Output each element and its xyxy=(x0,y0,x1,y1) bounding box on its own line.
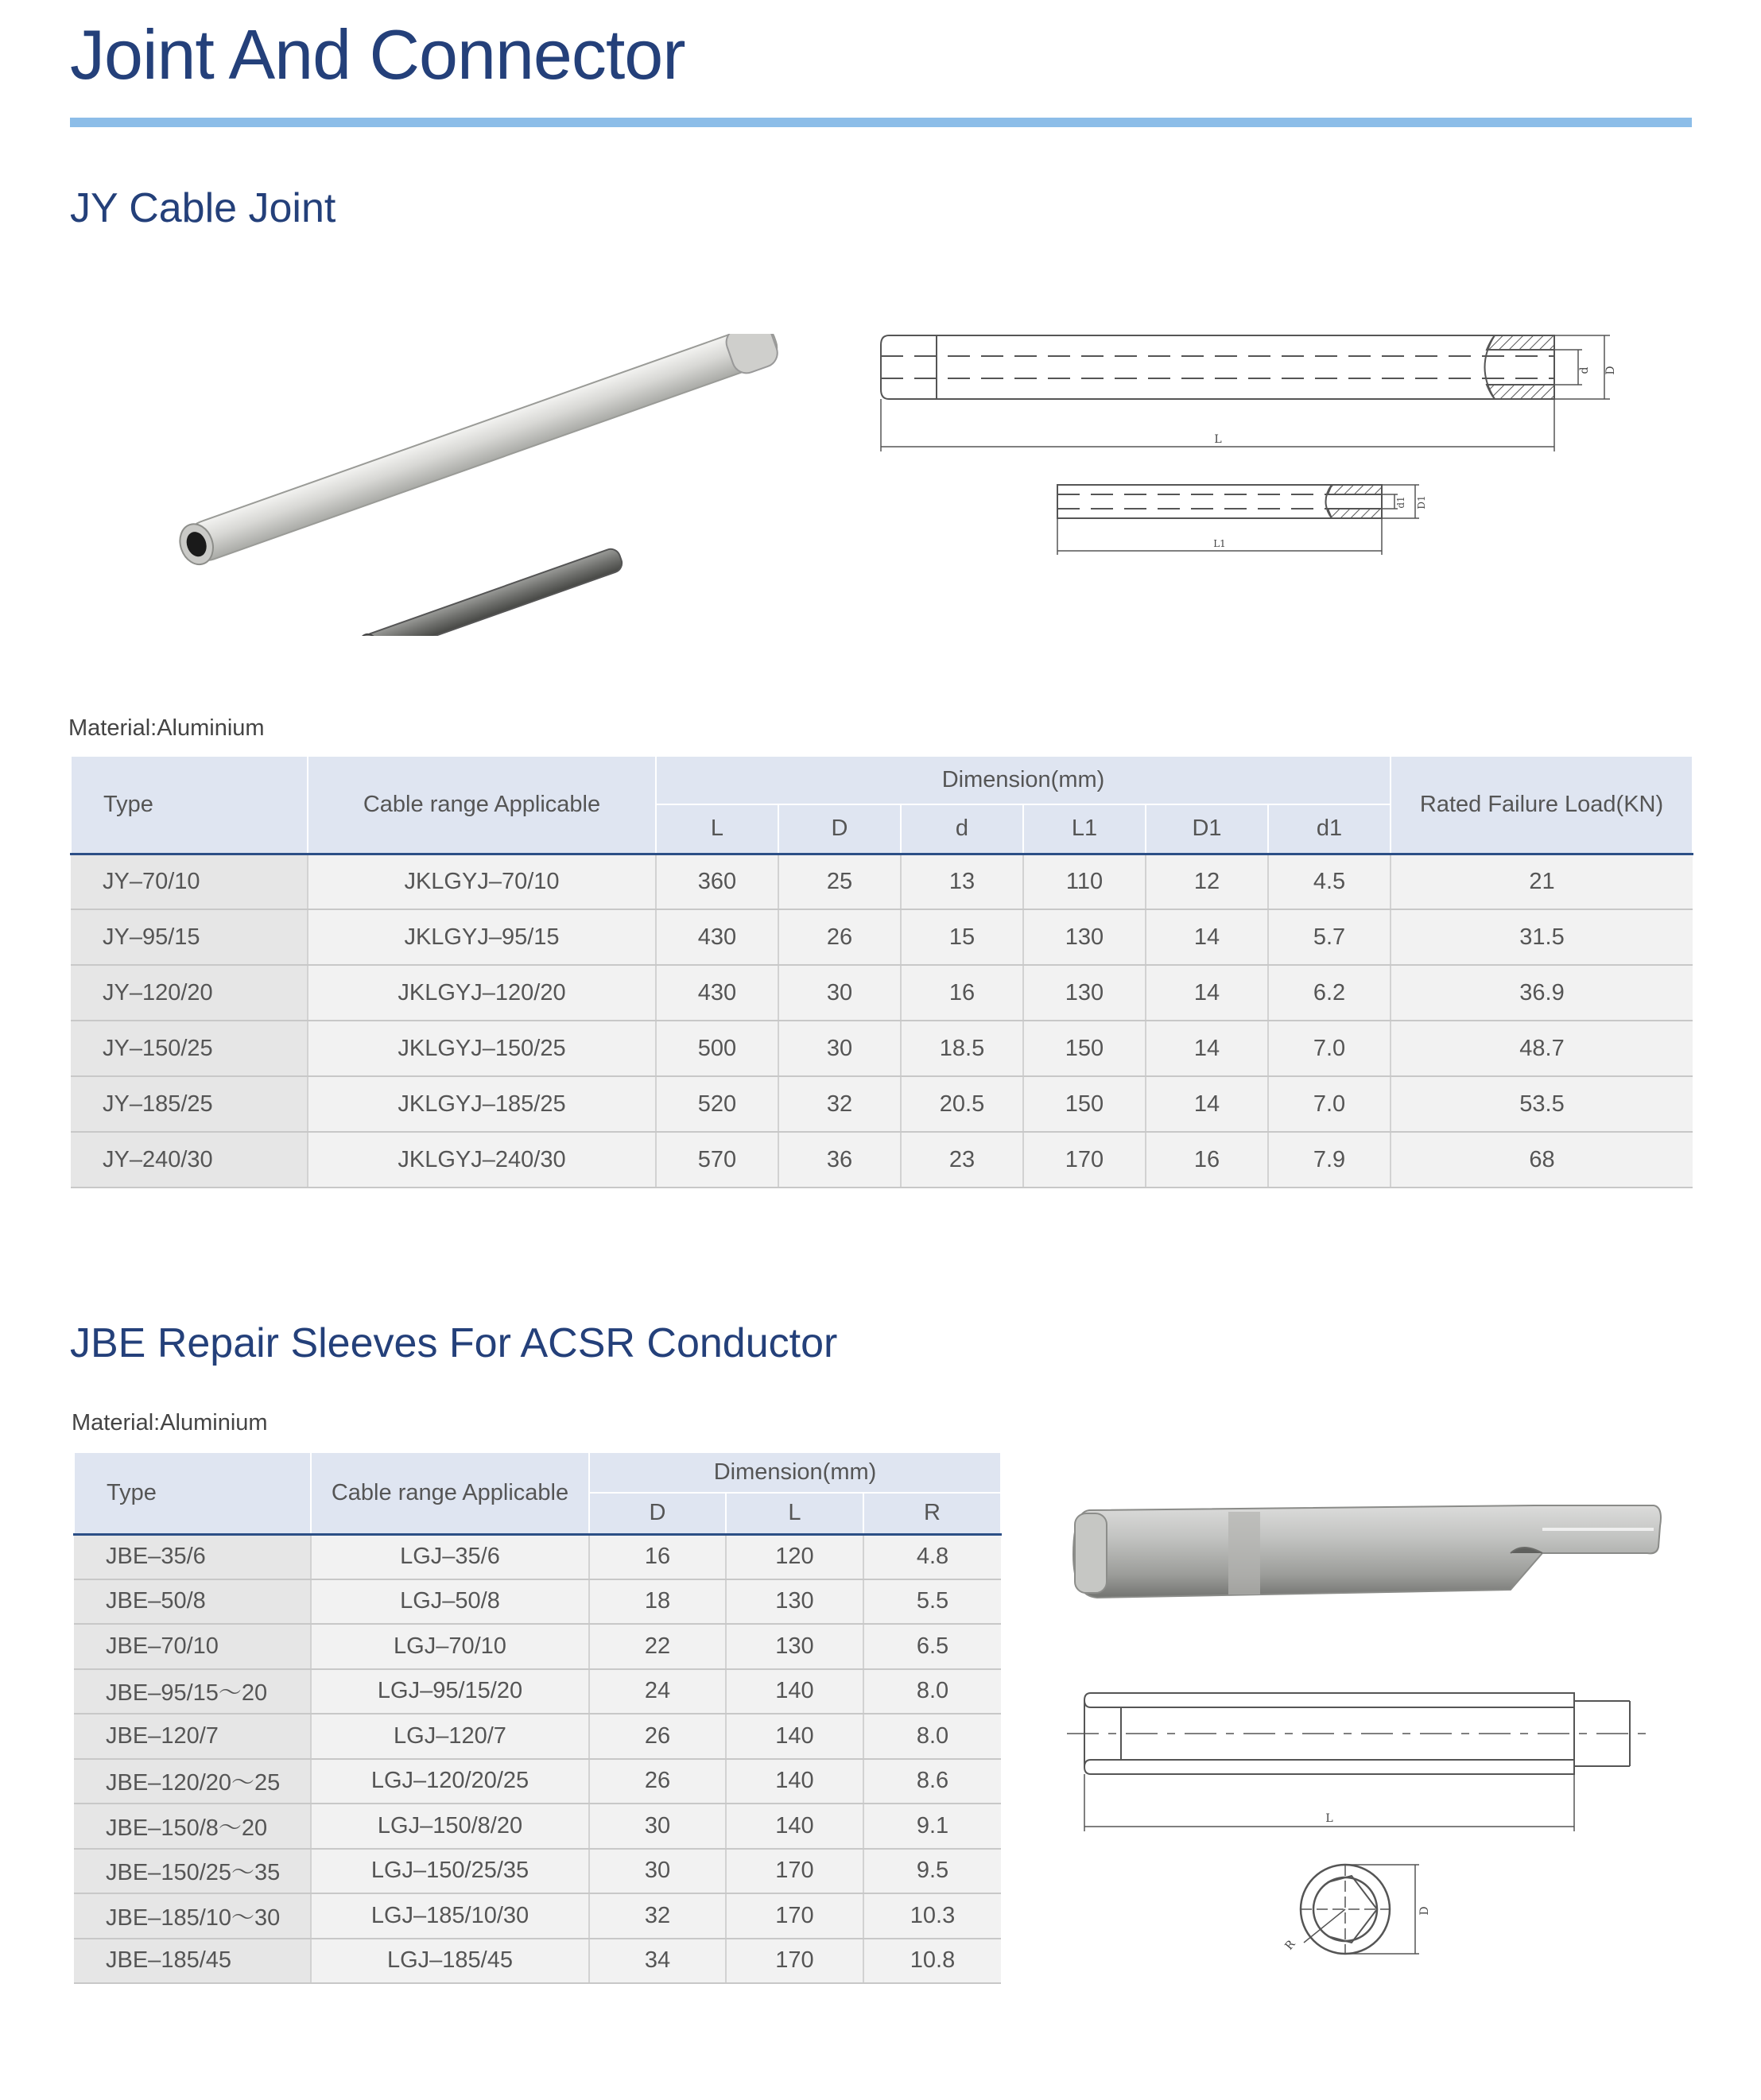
cell-L1: 150 xyxy=(1023,1076,1146,1132)
cell-D: 26 xyxy=(589,1714,726,1759)
cell-cable: LGJ–150/25/35 xyxy=(311,1849,589,1894)
table-row xyxy=(74,1849,1001,1894)
cell-load: 68 xyxy=(1391,1132,1693,1188)
jbe-spec-table xyxy=(73,1453,1002,1984)
header-L: L xyxy=(656,804,778,854)
jbe-product-photo xyxy=(1065,1494,1670,1614)
table-row xyxy=(74,1714,1001,1759)
jbe-dim-label-L: L xyxy=(1325,1812,1333,1825)
cell-D1: 14 xyxy=(1146,1076,1268,1132)
cell-d1: 7.0 xyxy=(1268,1076,1391,1132)
header-cable-range: Cable range Applicable xyxy=(311,1453,589,1534)
table-row xyxy=(74,1804,1001,1849)
page-title: Joint And Connector xyxy=(70,15,685,94)
cell-L: 520 xyxy=(656,1076,778,1132)
cell-cable: JKLGYJ–120/20 xyxy=(308,965,656,1021)
header-D: D xyxy=(589,1493,726,1534)
cell-d: 18.5 xyxy=(901,1021,1023,1076)
cell-R: 9.1 xyxy=(863,1804,1001,1849)
cell-d: 23 xyxy=(901,1132,1023,1188)
cell-D: 24 xyxy=(589,1669,726,1714)
cell-cable: LGJ–185/45 xyxy=(311,1939,589,1984)
cell-type: JBE–35/6 xyxy=(74,1534,311,1579)
cell-D: 26 xyxy=(589,1759,726,1804)
cell-d1: 4.5 xyxy=(1268,854,1391,909)
table-row xyxy=(71,1076,1693,1132)
cell-cable: JKLGYJ–70/10 xyxy=(308,854,656,909)
cell-d: 13 xyxy=(901,854,1023,909)
jy-technical-drawing xyxy=(875,326,1638,564)
table-row xyxy=(71,1021,1693,1076)
cell-D: 30 xyxy=(778,1021,901,1076)
cell-D: 26 xyxy=(778,909,901,965)
jy-section-title: JY Cable Joint xyxy=(70,185,336,231)
cell-type: JY–240/30 xyxy=(71,1132,308,1188)
cell-R: 4.8 xyxy=(863,1534,1001,1579)
cell-L1: 110 xyxy=(1023,854,1146,909)
cell-L: 430 xyxy=(656,965,778,1021)
cell-cable: LGJ–150/8/20 xyxy=(311,1804,589,1849)
cell-D: 30 xyxy=(589,1804,726,1849)
cell-d1: 7.0 xyxy=(1268,1021,1391,1076)
table-row xyxy=(71,909,1693,965)
table-row xyxy=(71,965,1693,1021)
jbe-material-label: Material:Aluminium xyxy=(72,1410,268,1436)
header-type: Type xyxy=(71,757,308,854)
header-L: L xyxy=(726,1493,863,1534)
dim-label-d1: d1 xyxy=(1395,496,1406,509)
cell-D: 32 xyxy=(589,1893,726,1939)
cell-type: JBE–150/8～20 xyxy=(74,1804,311,1849)
long-tube xyxy=(174,334,783,571)
cell-type: JBE–120/20～25 xyxy=(74,1759,311,1804)
dim-label-D1: D1 xyxy=(1416,495,1427,510)
cell-D: 22 xyxy=(589,1624,726,1669)
table-row xyxy=(71,854,1693,909)
cell-type: JBE–70/10 xyxy=(74,1624,311,1669)
cell-R: 9.5 xyxy=(863,1849,1001,1894)
header-R: R xyxy=(863,1493,1001,1534)
cell-load: 48.7 xyxy=(1391,1021,1693,1076)
jbe-section-title: JBE Repair Sleeves For ACSR Conductor xyxy=(70,1320,838,1366)
cell-L1: 130 xyxy=(1023,909,1146,965)
cell-D1: 14 xyxy=(1146,909,1268,965)
cell-R: 6.5 xyxy=(863,1624,1001,1669)
cell-R: 8.6 xyxy=(863,1759,1001,1804)
header-rated-failure-load: Rated Failure Load(KN) xyxy=(1391,757,1693,854)
cell-L: 430 xyxy=(656,909,778,965)
cell-load: 31.5 xyxy=(1391,909,1693,965)
cell-D: 18 xyxy=(589,1579,726,1625)
cell-type: JBE–50/8 xyxy=(74,1579,311,1625)
cell-d: 15 xyxy=(901,909,1023,965)
cell-L1: 130 xyxy=(1023,965,1146,1021)
cell-L: 500 xyxy=(656,1021,778,1076)
cell-d: 20.5 xyxy=(901,1076,1023,1132)
cell-d1: 5.7 xyxy=(1268,909,1391,965)
cell-d: 16 xyxy=(901,965,1023,1021)
dim-label-d: d xyxy=(1578,366,1591,374)
cell-R: 10.3 xyxy=(863,1893,1001,1939)
cell-L1: 170 xyxy=(1023,1132,1146,1188)
table-row xyxy=(74,1939,1001,1984)
jy-product-photo xyxy=(143,334,811,636)
cell-L1: 150 xyxy=(1023,1021,1146,1076)
cell-D: 34 xyxy=(589,1939,726,1984)
dim-label-D: D xyxy=(1604,366,1617,375)
cell-L: 170 xyxy=(726,1849,863,1894)
jbe-technical-drawing xyxy=(1065,1677,1670,1979)
cell-cable: LGJ–70/10 xyxy=(311,1624,589,1669)
cell-R: 5.5 xyxy=(863,1579,1001,1625)
cell-type: JY–120/20 xyxy=(71,965,308,1021)
short-tube xyxy=(356,546,625,636)
cell-cable: JKLGYJ–95/15 xyxy=(308,909,656,965)
header-type: Type xyxy=(74,1453,311,1534)
table-row xyxy=(74,1534,1001,1579)
header-d1: d1 xyxy=(1268,804,1391,854)
cell-type: JY–150/25 xyxy=(71,1021,308,1076)
dim-label-L: L xyxy=(1214,433,1222,446)
header-cable-range: Cable range Applicable xyxy=(308,757,656,854)
cell-L: 170 xyxy=(726,1939,863,1984)
cell-L: 570 xyxy=(656,1132,778,1188)
cell-type: JBE–120/7 xyxy=(74,1714,311,1759)
jbe-dim-label-R: R xyxy=(1282,1938,1298,1953)
cell-d1: 6.2 xyxy=(1268,965,1391,1021)
cell-cable: LGJ–120/20/25 xyxy=(311,1759,589,1804)
cell-D1: 14 xyxy=(1146,1021,1268,1076)
cell-cable: JKLGYJ–185/25 xyxy=(308,1076,656,1132)
header-D: D xyxy=(778,804,901,854)
cell-cable: JKLGYJ–240/30 xyxy=(308,1132,656,1188)
cell-L: 360 xyxy=(656,854,778,909)
cell-cable: LGJ–50/8 xyxy=(311,1579,589,1625)
cell-R: 8.0 xyxy=(863,1669,1001,1714)
cell-L: 120 xyxy=(726,1534,863,1579)
jy-material-label: Material:Aluminium xyxy=(68,715,265,741)
header-dimension: Dimension(mm) xyxy=(656,757,1391,804)
header-L1: L1 xyxy=(1023,804,1146,854)
jbe-dim-label-D: D xyxy=(1418,1906,1431,1916)
cell-D: 16 xyxy=(589,1534,726,1579)
title-rule xyxy=(70,118,1692,127)
cell-type: JBE–185/10～30 xyxy=(74,1893,311,1939)
header-d: d xyxy=(901,804,1023,854)
table-row xyxy=(74,1624,1001,1669)
dim-label-L1: L1 xyxy=(1213,538,1226,549)
jy-spec-table xyxy=(70,757,1693,1188)
cell-D: 32 xyxy=(778,1076,901,1132)
cell-load: 21 xyxy=(1391,854,1693,909)
cell-D1: 12 xyxy=(1146,854,1268,909)
cell-cable: LGJ–185/10/30 xyxy=(311,1893,589,1939)
cell-L: 140 xyxy=(726,1714,863,1759)
cell-D: 30 xyxy=(778,965,901,1021)
table-row xyxy=(74,1759,1001,1804)
cell-L: 140 xyxy=(726,1759,863,1804)
cell-type: JY–95/15 xyxy=(71,909,308,965)
cell-L: 130 xyxy=(726,1624,863,1669)
table-row xyxy=(74,1893,1001,1939)
cell-R: 8.0 xyxy=(863,1714,1001,1759)
cell-cable: JKLGYJ–150/25 xyxy=(308,1021,656,1076)
cell-D: 30 xyxy=(589,1849,726,1894)
cell-D1: 14 xyxy=(1146,965,1268,1021)
cell-d1: 7.9 xyxy=(1268,1132,1391,1188)
cell-cable: LGJ–120/7 xyxy=(311,1714,589,1759)
cell-L: 130 xyxy=(726,1579,863,1625)
cell-load: 36.9 xyxy=(1391,965,1693,1021)
cell-type: JBE–185/45 xyxy=(74,1939,311,1984)
cell-R: 10.8 xyxy=(863,1939,1001,1984)
cell-D: 36 xyxy=(778,1132,901,1188)
cell-load: 53.5 xyxy=(1391,1076,1693,1132)
cell-L: 140 xyxy=(726,1804,863,1849)
cell-type: JY–70/10 xyxy=(71,854,308,909)
cell-L: 140 xyxy=(726,1669,863,1714)
cell-D: 25 xyxy=(778,854,901,909)
cell-type: JY–185/25 xyxy=(71,1076,308,1132)
table-row xyxy=(74,1579,1001,1625)
header-D1: D1 xyxy=(1146,804,1268,854)
cell-L: 170 xyxy=(726,1893,863,1939)
cell-cable: LGJ–95/15/20 xyxy=(311,1669,589,1714)
cell-type: JBE–150/25～35 xyxy=(74,1849,311,1894)
table-row xyxy=(71,1132,1693,1188)
cell-D1: 16 xyxy=(1146,1132,1268,1188)
header-dimension: Dimension(mm) xyxy=(589,1453,1001,1493)
cell-cable: LGJ–35/6 xyxy=(311,1534,589,1579)
cell-type: JBE–95/15～20 xyxy=(74,1669,311,1714)
table-row xyxy=(74,1669,1001,1714)
